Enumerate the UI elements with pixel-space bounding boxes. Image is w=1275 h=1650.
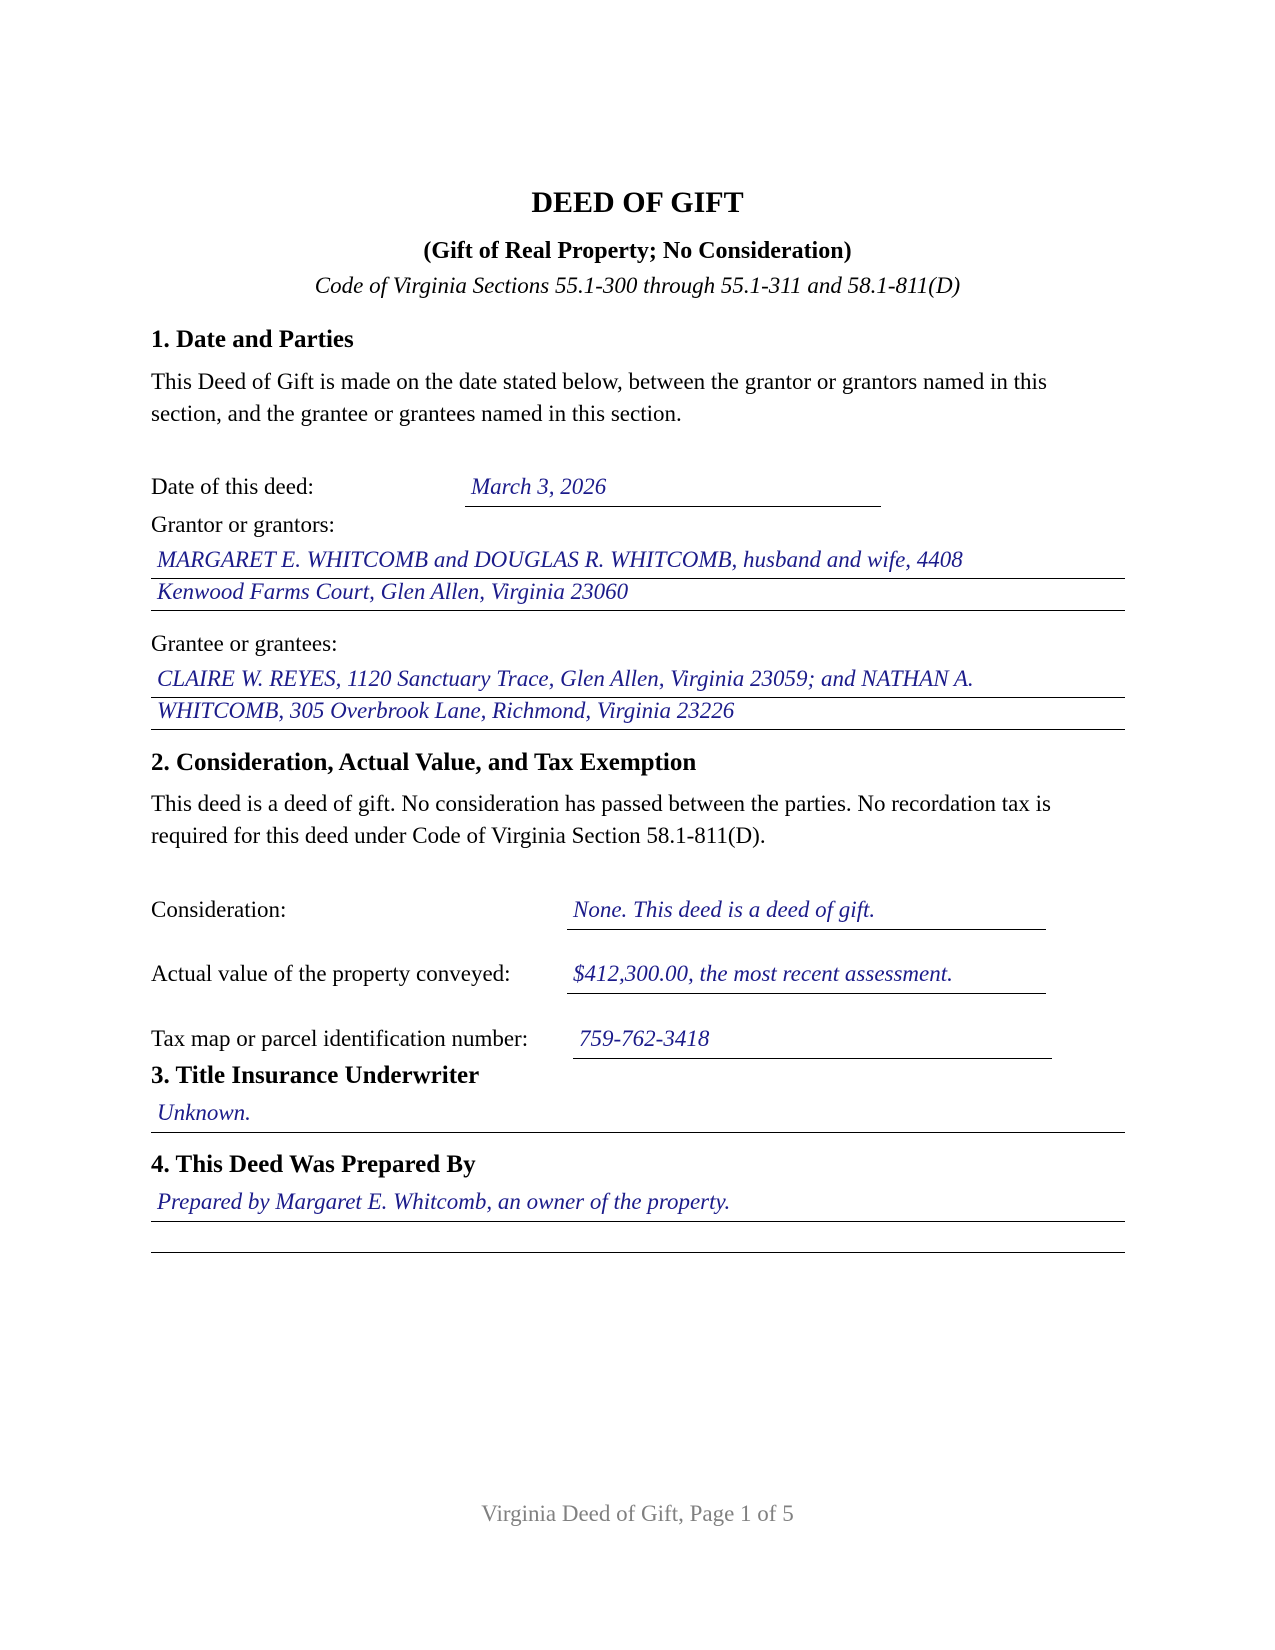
section-3-heading: 3. Title Insurance Underwriter: [151, 1062, 480, 1089]
date-label: Date of this deed:: [151, 474, 314, 499]
title-underwriter-field[interactable]: Unknown.: [157, 1100, 251, 1125]
parcel-label: Tax map or parcel identification number:: [151, 1026, 529, 1051]
page-footer: Virginia Deed of Gift, Page 1 of 5: [481, 1501, 794, 1526]
parcel-underline: [573, 1058, 1052, 1059]
section-1-heading: 1. Date and Parties: [151, 326, 354, 353]
prepared-by-underline-2: [151, 1252, 1125, 1253]
consideration-label: Consideration:: [151, 897, 287, 922]
parcel-field[interactable]: 759-762-3418: [579, 1026, 710, 1051]
date-field[interactable]: March 3, 2026: [471, 474, 607, 499]
grantee-field-line-2[interactable]: WHITCOMB, 305 Overbrook Lane, Richmond, Virginia 23226: [157, 698, 735, 723]
grantor-label: Grantor or grantors:: [151, 512, 335, 537]
prepared-by-field[interactable]: Prepared by Margaret E. Whitcomb, an owner of the property.: [157, 1189, 731, 1214]
prepared-by-underline-1: [151, 1221, 1125, 1222]
grantor-field-line-1[interactable]: MARGARET E. WHITCOMB and DOUGLAS R. WHITCOMB, husband and wife, 4408: [157, 547, 963, 572]
title-underwriter-underline: [151, 1132, 1125, 1133]
document-title: DEED OF GIFT: [531, 186, 744, 219]
grantee-label: Grantee or grantees:: [151, 631, 338, 656]
consideration-underline: [567, 929, 1046, 930]
actual-value-label: Actual value of the property conveyed:: [151, 961, 511, 986]
actual-value-field[interactable]: $412,300.00, the most recent assessment.: [573, 961, 953, 986]
section-2-body: This deed is a deed of gift. No consideration has passed between the parties. No recordation tax is required for this deed under Code of Virginia Section 58.1-811(D).: [151, 791, 1051, 848]
grantor-underline-2: [151, 610, 1125, 611]
section-4-heading: 4. This Deed Was Prepared By: [151, 1151, 476, 1178]
section-1-body: This Deed of Gift is made on the date stated below, between the grantor or grantors named in this section, and the grantee or grantees named in this section.: [151, 369, 1047, 426]
grantor-field-line-2[interactable]: Kenwood Farms Court, Glen Allen, Virginia 23060: [157, 579, 629, 604]
section-2-heading: 2. Consideration, Actual Value, and Tax Exemption: [151, 749, 697, 776]
actual-value-underline: [567, 993, 1046, 994]
grantee-field-line-1[interactable]: CLAIRE W. REYES, 1120 Sanctuary Trace, Glen Allen, Virginia 23059; and NATHAN A.: [157, 666, 974, 691]
date-field-underline: [465, 506, 881, 507]
document-subtitle: (Gift of Real Property; No Consideration): [423, 238, 852, 264]
code-citation: Code of Virginia Sections 55.1-300 through 55.1-311 and 58.1-811(D): [314, 273, 961, 298]
grantee-underline-2: [151, 729, 1125, 730]
consideration-field[interactable]: None. This deed is a deed of gift.: [573, 897, 876, 922]
